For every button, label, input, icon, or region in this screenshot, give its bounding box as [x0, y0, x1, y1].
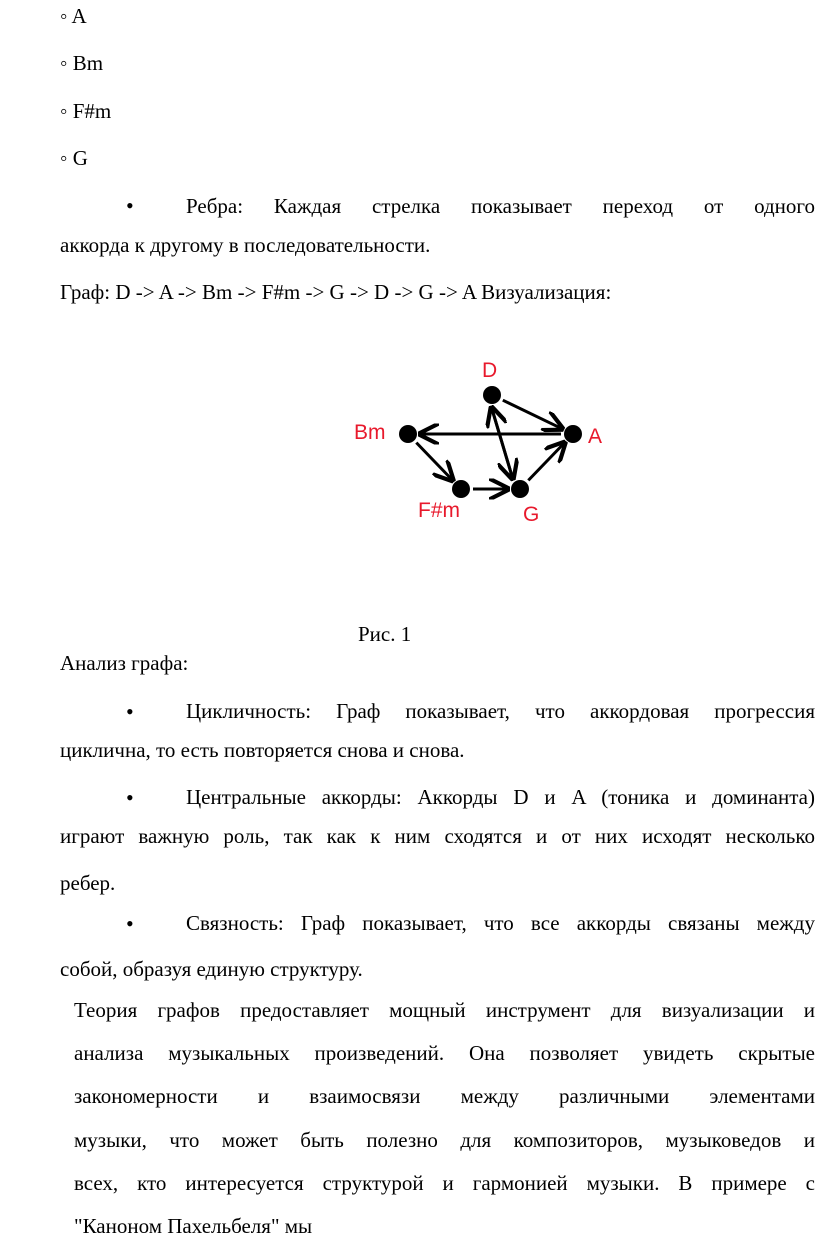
graph-node — [399, 425, 417, 443]
graph-node-label: D — [482, 359, 498, 382]
graph-edge — [528, 443, 564, 481]
graph-edge — [492, 408, 513, 479]
conclusion-line2: анализа музыкальных произведений. Она позволяет увидеть скрытые — [74, 1041, 815, 1065]
graph-edge — [503, 400, 562, 429]
graph-sequence-line: Граф: D -> A -> Bm -> F#m -> G -> D -> G -> A Визуализация: — [60, 280, 612, 304]
cyclicity-line1: Цикличность: Граф показывает, что аккордовая прогрессия — [186, 699, 815, 723]
conclusion-line6: "Каноном Пахельбеля" мы — [74, 1214, 313, 1238]
graph-node-label: F#m — [418, 499, 460, 522]
figure-caption: Рис. 1 — [358, 622, 412, 646]
graph-node-label: A — [588, 425, 603, 448]
bullet-marker: • — [126, 193, 134, 218]
vertex-list-item-fsharpm: ◦ F#m — [60, 99, 112, 123]
conclusion-line5: всех, кто интересуется структурой и гармонией музыки. В примере с — [74, 1171, 815, 1195]
central-chords-line3: ребер. — [60, 871, 116, 895]
chord-graph-figure — [330, 345, 620, 535]
analysis-heading: Анализ графа: — [60, 651, 189, 675]
connectivity-line1: Связность: Граф показывает, что все аккорды связаны между — [186, 911, 815, 935]
conclusion-line1: Теория графов предоставляет мощный инструмент для визуализации и — [74, 998, 815, 1022]
cyclicity-line2: циклична, то есть повторяется снова и снова. — [60, 738, 465, 762]
central-chords-line1: Центральные аккорды: Аккорды D и A (тоника и доминанта) — [186, 785, 815, 809]
graph-node-label: G — [523, 503, 540, 526]
bullet-marker: • — [126, 785, 134, 810]
vertex-list-item-g: ◦ G — [60, 146, 88, 170]
vertex-list-item-bm: ◦ Bm — [60, 51, 104, 75]
graph-edge — [416, 443, 452, 481]
bullet-marker: • — [126, 911, 134, 936]
edges-item-line1: Ребра: Каждая стрелка показывает переход от одного — [186, 194, 815, 218]
graph-node — [564, 425, 582, 443]
graph-node — [452, 480, 470, 498]
graph-node-label: Bm — [354, 421, 386, 444]
bullet-marker: • — [126, 699, 134, 724]
vertex-list-item-a: ◦ A — [60, 4, 87, 28]
edges-item-line2: аккорда к другому в последовательности. — [60, 233, 431, 257]
graph-node — [511, 480, 529, 498]
connectivity-line2: собой, образуя единую структуру. — [60, 957, 363, 981]
conclusion-line4: музыки, что может быть полезно для композиторов, музыковедов и — [74, 1128, 815, 1152]
graph-node — [483, 386, 501, 404]
central-chords-line2: играют важную роль, так как к ним сходятся и от них исходят несколько — [60, 824, 815, 848]
conclusion-line3: закономерности и взаимосвязи между различными элементами — [74, 1084, 815, 1108]
